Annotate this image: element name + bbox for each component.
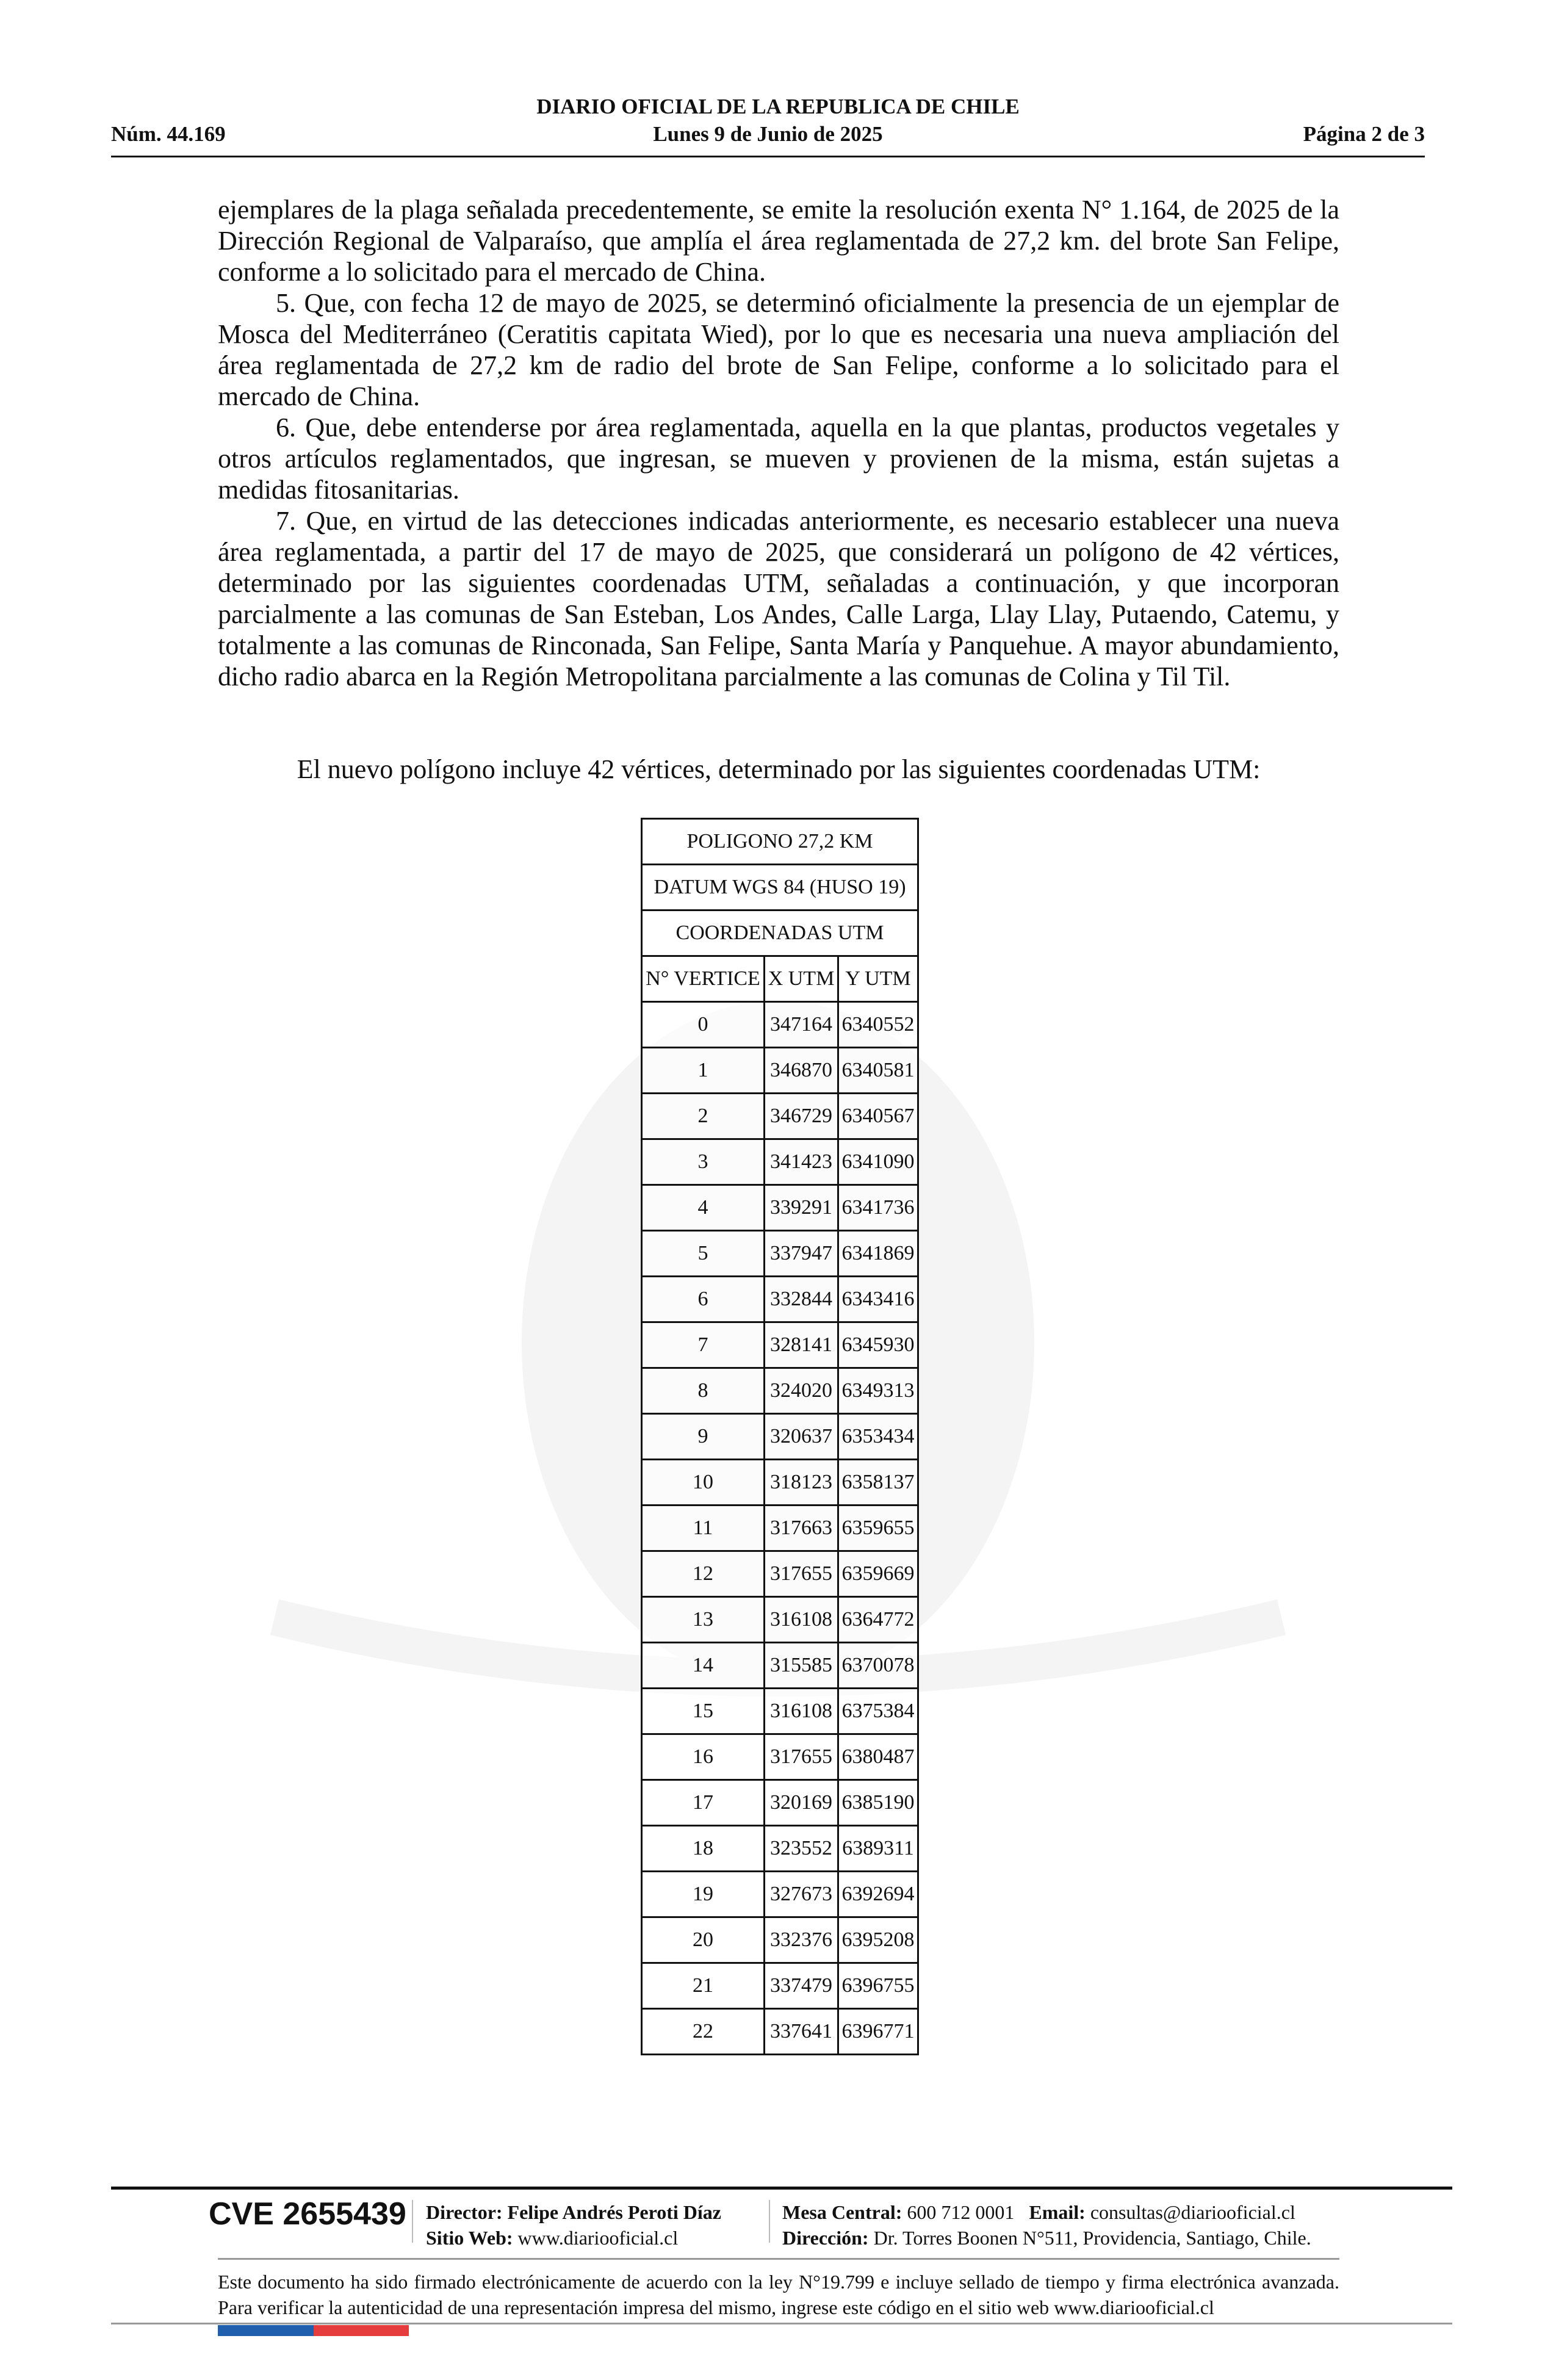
phone-label: Mesa Central: <box>782 2201 902 2223</box>
y-utm-cell: 6340581 <box>838 1048 918 1094</box>
table-row <box>642 1139 918 1185</box>
footer-director-block <box>426 2199 721 2251</box>
table-datum: DATUM WGS 84 (HUSO 19) <box>642 865 918 911</box>
y-utm-cell: 6340567 <box>838 1094 918 1139</box>
table-row <box>642 1414 918 1460</box>
y-utm-cell: 6345930 <box>838 1322 918 1368</box>
table-row <box>642 1048 918 1094</box>
signature-disclaimer: Este documento ha sido firmado electrónicamente de acuerdo con la ley N°19.799 e incluye sellado de tiempo y firma electrónica avanzada. Para verificar la autenticidad de una representación impresa del mismo, ingrese este código en el sitio web www.diariooficial.cl <box>218 2271 1339 2318</box>
vertex-cell: 10 <box>642 1460 765 1506</box>
column-header: Y UTM <box>838 956 918 1002</box>
vertex-cell: 5 <box>642 1231 765 1277</box>
vertex-cell: 0 <box>642 1002 765 1048</box>
x-utm-cell: 346729 <box>765 1094 838 1139</box>
x-utm-cell: 347164 <box>765 1002 838 1048</box>
footer-contact-block <box>782 2199 1311 2251</box>
footer-divider-gray <box>218 2258 1339 2260</box>
vertex-cell: 11 <box>642 1506 765 1551</box>
vertex-cell: 3 <box>642 1139 765 1185</box>
x-utm-cell: 324020 <box>765 1368 838 1414</box>
vertex-cell: 6 <box>642 1277 765 1322</box>
vertex-cell: 1 <box>642 1048 765 1094</box>
table-row <box>642 1277 918 1322</box>
vertex-cell: 17 <box>642 1780 765 1826</box>
paragraph: 7. Que, en virtud de las detecciones indicadas anteriormente, es necesario establecer una nueva área reglamentada, a partir del 17 de mayo de 2025, que considerará un polígono de 42 vértices, determinado por las siguientes coordenadas UTM, señaladas a continuación, y que incorporan parcialmente a las comunas de San Esteban, Los Andes, Calle Larga, Llay Llay, Putaendo, Catemu, y totalmente a las comunas de Rinconada, San Felipe, Santa María y Panquehue. A mayor abundamiento, dicho radio abarca en la Región Metropolitana parcialmente a las comunas de Colina y Til Til. <box>218 506 1339 691</box>
x-utm-cell: 320637 <box>765 1414 838 1460</box>
x-utm-cell: 332844 <box>765 1277 838 1322</box>
vertex-cell: 13 <box>642 1597 765 1643</box>
vertex-cell: 12 <box>642 1551 765 1597</box>
x-utm-cell: 328141 <box>765 1322 838 1368</box>
x-utm-cell: 320169 <box>765 1780 838 1826</box>
y-utm-cell: 6353434 <box>838 1414 918 1460</box>
column-header: N° VERTICE <box>642 956 765 1002</box>
footer-separator <box>412 2200 413 2243</box>
vertex-cell: 2 <box>642 1094 765 1139</box>
x-utm-cell: 337479 <box>765 1963 838 2009</box>
table-row <box>642 1506 918 1551</box>
table-row <box>642 1597 918 1643</box>
table-row <box>642 1322 918 1368</box>
x-utm-cell: 318123 <box>765 1460 838 1506</box>
table-row <box>642 1963 918 2009</box>
y-utm-cell: 6359669 <box>838 1551 918 1597</box>
x-utm-cell: 317663 <box>765 1506 838 1551</box>
table-subtitle: COORDENADAS UTM <box>642 911 918 956</box>
vertex-cell: 20 <box>642 1917 765 1963</box>
y-utm-cell: 6380487 <box>838 1734 918 1780</box>
flag-blue-bar <box>218 2325 314 2336</box>
y-utm-cell: 6396771 <box>838 2009 918 2055</box>
vertex-cell: 7 <box>642 1322 765 1368</box>
y-utm-cell: 6396755 <box>838 1963 918 2009</box>
x-utm-cell: 317655 <box>765 1734 838 1780</box>
x-utm-cell: 327673 <box>765 1872 838 1917</box>
table-intro: El nuevo polígono incluye 42 vértices, determinado por las siguientes coordenadas UTM: <box>297 754 1261 784</box>
table-row <box>642 1094 918 1139</box>
cve-code: CVE 2655439 <box>209 2196 406 2232</box>
vertex-cell: 9 <box>642 1414 765 1460</box>
x-utm-cell: 339291 <box>765 1185 838 1231</box>
email-link[interactable]: consultas@diariooficial.cl <box>1090 2201 1295 2223</box>
y-utm-cell: 6392694 <box>838 1872 918 1917</box>
vertex-cell: 19 <box>642 1872 765 1917</box>
issue-date: Lunes 9 de Junio de 2025 <box>653 122 883 146</box>
table-row <box>642 1002 918 1048</box>
newspaper-title: DIARIO OFICIAL DE LA REPUBLICA DE CHILE <box>536 95 1020 118</box>
x-utm-cell: 316108 <box>765 1689 838 1734</box>
table-row <box>642 1917 918 1963</box>
vertex-cell: 4 <box>642 1185 765 1231</box>
x-utm-cell: 323552 <box>765 1826 838 1872</box>
y-utm-cell: 6340552 <box>838 1002 918 1048</box>
vertex-cell: 15 <box>642 1689 765 1734</box>
x-utm-cell: 332376 <box>765 1917 838 1963</box>
x-utm-cell: 315585 <box>765 1643 838 1689</box>
table-row <box>642 1460 918 1506</box>
y-utm-cell: 6389311 <box>838 1826 918 1872</box>
page-number: Página 2 de 3 <box>1303 122 1425 146</box>
vertex-cell: 16 <box>642 1734 765 1780</box>
y-utm-cell: 6385190 <box>838 1780 918 1826</box>
issue-number: Núm. 44.169 <box>111 122 226 146</box>
y-utm-cell: 6364772 <box>838 1597 918 1643</box>
vertex-cell: 8 <box>642 1368 765 1414</box>
phone: 600 712 0001 <box>907 2201 1015 2223</box>
web-link[interactable]: www.diariooficial.cl <box>517 2227 679 2249</box>
bottom-divider <box>111 2323 1452 2324</box>
vertex-cell: 22 <box>642 2009 765 2055</box>
table-title: POLIGONO 27,2 KM <box>642 819 918 865</box>
address: Dr. Torres Boonen N°511, Providencia, Santiago, Chile. <box>873 2227 1311 2249</box>
y-utm-cell: 6341736 <box>838 1185 918 1231</box>
web-label: Sitio Web: <box>426 2227 513 2249</box>
vertex-cell: 21 <box>642 1963 765 2009</box>
table-row <box>642 1231 918 1277</box>
y-utm-cell: 6358137 <box>838 1460 918 1506</box>
flag-red-bar <box>314 2325 409 2336</box>
x-utm-cell: 337947 <box>765 1231 838 1277</box>
paragraph: 6. Que, debe entenderse por área reglamentada, aquella en la que plantas, productos vegetales y otros artículos reglamentados, que ingresan, se mueven y provienen de la misma, están sujetas a medidas fitosanitarias. <box>218 413 1339 505</box>
column-header: X UTM <box>765 956 838 1002</box>
paragraph: 5. Que, con fecha 12 de mayo de 2025, se determinó oficialmente la presencia de un ejemplar de Mosca del Mediterráneo (Ceratitis capitata Wied), por lo que es necesaria una nueva ampliación del área reglamentada de 27,2 km de radio del brote de San Felipe, conforme a lo solicitado para el mercado de China. <box>218 288 1339 411</box>
y-utm-cell: 6341869 <box>838 1231 918 1277</box>
table-row <box>642 1368 918 1414</box>
table-row <box>642 1551 918 1597</box>
header-divider <box>111 156 1425 157</box>
vertex-cell: 14 <box>642 1643 765 1689</box>
table-row <box>642 1689 918 1734</box>
table-row <box>642 1734 918 1780</box>
table-row <box>642 1643 918 1689</box>
y-utm-cell: 6359655 <box>838 1506 918 1551</box>
footer-divider <box>111 2187 1452 2190</box>
y-utm-cell: 6375384 <box>838 1689 918 1734</box>
table-row <box>642 1185 918 1231</box>
y-utm-cell: 6370078 <box>838 1643 918 1689</box>
document-body <box>218 194 1339 692</box>
coordinates-table <box>641 818 919 2055</box>
footer-separator <box>769 2200 770 2243</box>
x-utm-cell: 317655 <box>765 1551 838 1597</box>
y-utm-cell: 6343416 <box>838 1277 918 1322</box>
table-row <box>642 1826 918 1872</box>
x-utm-cell: 346870 <box>765 1048 838 1094</box>
x-utm-cell: 316108 <box>765 1597 838 1643</box>
y-utm-cell: 6349313 <box>838 1368 918 1414</box>
table-row <box>642 1780 918 1826</box>
x-utm-cell: 337641 <box>765 2009 838 2055</box>
x-utm-cell: 341423 <box>765 1139 838 1185</box>
director-name: Felipe Andrés Peroti Díaz <box>507 2201 721 2223</box>
y-utm-cell: 6395208 <box>838 1917 918 1963</box>
table-row <box>642 2009 918 2055</box>
table-row <box>642 1872 918 1917</box>
paragraph: ejemplares de la plaga señalada precedentemente, se emite la resolución exenta N° 1.164, de 2025 de la Dirección Regional de Valparaíso, que amplía el área reglamentada de 27,2 km. del brote San Felipe, conforme a lo solicitado para el mercado de China. <box>218 195 1339 287</box>
vertex-cell: 18 <box>642 1826 765 1872</box>
director-label: Director: <box>426 2201 503 2223</box>
y-utm-cell: 6341090 <box>838 1139 918 1185</box>
email-label: Email: <box>1029 2201 1086 2223</box>
address-label: Dirección: <box>782 2227 869 2249</box>
